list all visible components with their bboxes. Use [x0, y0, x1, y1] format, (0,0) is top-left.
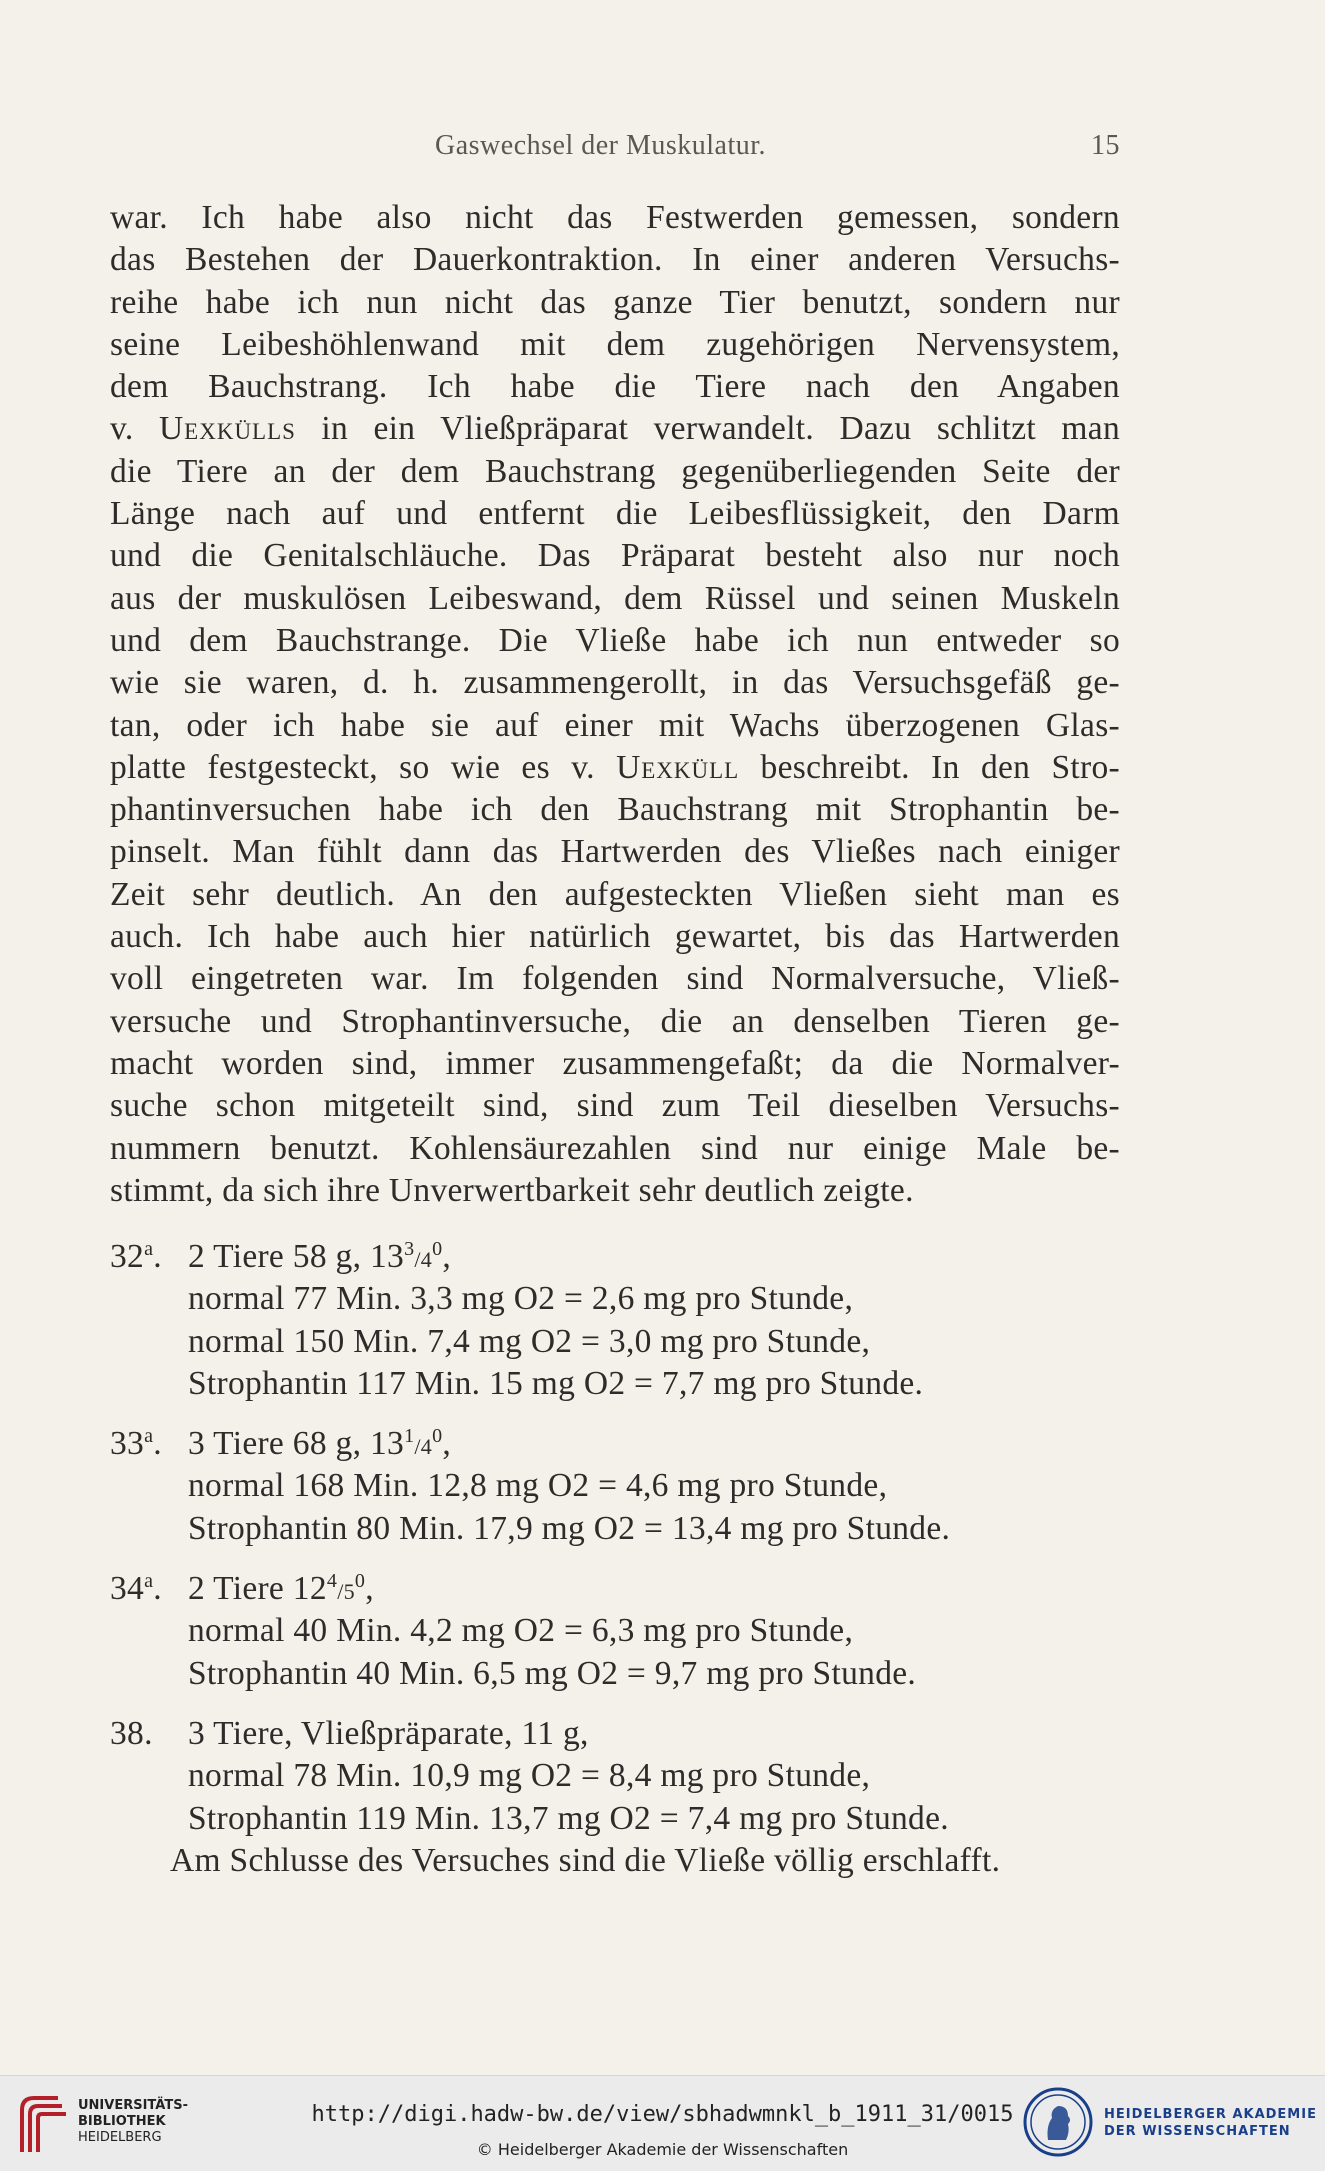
- text-line: [110, 408, 1120, 450]
- measurement-line: normal 168 Min. 12,8 mg O2 = 4,6 mg pro Stunde,: [188, 1467, 888, 1505]
- page-number: 15: [1091, 130, 1120, 161]
- text-line: [110, 282, 1120, 324]
- text-line: [110, 747, 1120, 789]
- experiment-entry: [110, 1713, 1120, 1840]
- experiment-entry: [110, 1236, 1120, 1405]
- experiment-list: [110, 1236, 1120, 1882]
- text-segment: nummern benutzt. Kohlensäurezahlen sind nur einige Male be-: [110, 1129, 1120, 1167]
- text-line: [110, 1085, 1120, 1127]
- experiment-header: 34$^a$. 2 Tiere $12^4/5^0$,: [110, 1568, 1120, 1610]
- body-paragraph: [110, 197, 1120, 1212]
- text-line: [110, 1128, 1120, 1170]
- text-segment: reihe habe ich nun nicht das ganze Tier benutzt, sondern nur: [110, 283, 1120, 321]
- experiment-number: 38.: [110, 1714, 153, 1752]
- text-segment: und die Genitalschläuche. Das Präparat besteht also nur noch: [110, 537, 1120, 575]
- text-segment: beschreibt. In den Stro-: [739, 748, 1120, 786]
- author-name: Uexküll: [616, 748, 740, 786]
- experiment-header: 32$^a$. 2 Tiere 58 g, $13^3/4^0$,: [110, 1236, 1120, 1278]
- text-segment: Zeit sehr deutlich. An den aufgesteckten Vließen sieht man es: [110, 875, 1120, 913]
- text-segment: die Tiere an der dem Bauchstrang gegenüberliegenden Seite der: [110, 452, 1120, 490]
- measurement-line: Strophantin 80 Min. 17,9 mg O2 = 13,4 mg pro Stunde.: [188, 1509, 951, 1547]
- text-segment: phantinversuchen habe ich den Bauchstrang mit Strophantin be-: [110, 791, 1120, 829]
- text-segment: das Bestehen der Dauerkontraktion. In einer anderen Versuchs-: [110, 241, 1120, 279]
- experiment-description: 3 Tiere 68 g, 13: [188, 1425, 405, 1463]
- text-segment: versuche und Strophantinversuche, die an denselben Tieren ge-: [110, 1002, 1120, 1040]
- text-line: [110, 197, 1120, 239]
- text-segment: platte festgesteckt, so wie es v.: [110, 748, 617, 786]
- text-segment: pinselt. Man fühlt dann das Hartwerden des Vließes nach einiger: [110, 833, 1120, 871]
- measurement-line: Strophantin 119 Min. 13,7 mg O2 = 7,4 mg pro Stunde.: [188, 1799, 949, 1837]
- text-segment: war. Ich habe also nicht das Festwerden gemessen, sondern: [110, 199, 1120, 236]
- experiment-description: 3 Tiere, Vließpräparate, 11 g,: [188, 1714, 589, 1752]
- text-segment: aus der muskulösen Leibeswand, dem Rüssel und seinen Muskeln: [110, 579, 1120, 617]
- text-line: [110, 239, 1120, 281]
- university-library-name: UNIVERSITÄTS- BIBLIOTHEK HEIDELBERG: [78, 2098, 188, 2145]
- text-segment: wie sie waren, d. h. zusammengerollt, in das Versuchsgefäß ge-: [110, 664, 1120, 702]
- text-line: [110, 535, 1120, 577]
- text-line: [110, 916, 1120, 958]
- text-line: [110, 831, 1120, 873]
- text-line: [110, 1170, 1120, 1212]
- running-title: Gaswechsel der Muskulatur.: [435, 130, 767, 161]
- text-segment: Länge nach auf und entfernt die Leibesflüssigkeit, den Darm: [110, 495, 1120, 533]
- text-segment: tan, oder ich habe sie auf einer mit Wachs überzogenen Glas-: [110, 706, 1120, 744]
- text-line: [110, 578, 1120, 620]
- permalink-url[interactable]: http://digi.hadw-bw.de/view/sbhadwmnkl_b_1911_31/0015: [311, 2102, 1014, 2127]
- text-line: [110, 1043, 1120, 1085]
- text-segment: dem Bauchstrang. Ich habe die Tiere nach den Angaben: [110, 368, 1120, 406]
- measurement-line: normal 150 Min. 7,4 mg O2 = 3,0 mg pro Stunde,: [188, 1322, 871, 1360]
- text-line: [110, 874, 1120, 916]
- footer-bar: [0, 2075, 1325, 2171]
- text-segment: in ein Vließpräparat verwandelt. Dazu schlitzt man: [295, 410, 1120, 448]
- measurement-line: Strophantin 117 Min. 15 mg O2 = 7,7 mg pro Stunde.: [188, 1364, 924, 1402]
- experiment-header: 33$^a$. 3 Tiere 68 g, $13^1/4^0$,: [110, 1423, 1120, 1465]
- academy-seal-icon: [1022, 2086, 1094, 2158]
- text-segment: suche schon mitgeteilt sind, sind zum Teil dieselben Versuchs-: [110, 1087, 1120, 1125]
- text-line: [110, 958, 1120, 1000]
- academy-name: HEIDELBERGER AKADEMIE DER WISSENSCHAFTEN: [1104, 2107, 1317, 2139]
- experiment-entry: [110, 1568, 1120, 1695]
- experiment-number: 33$^a$.: [110, 1425, 162, 1463]
- text-line: [110, 324, 1120, 366]
- copyright-notice: © Heidelberger Akademie der Wissenschaften: [476, 2140, 849, 2159]
- measurement-line: normal 77 Min. 3,3 mg O2 = 2,6 mg pro Stunde,: [188, 1280, 854, 1318]
- text-segment: seine Leibeshöhlenwand mit dem zugehörigen Nervensystem,: [110, 325, 1120, 363]
- text-line: [110, 662, 1120, 704]
- text-segment: und dem Bauchstrange. Die Vließe habe ich nun entweder so: [110, 621, 1120, 659]
- text-line: [110, 620, 1120, 662]
- measurement-line: Strophantin 40 Min. 6,5 mg O2 = 9,7 mg pro Stunde.: [188, 1654, 917, 1692]
- text-line: [110, 493, 1120, 535]
- experiment-number: 34$^a$.: [110, 1569, 162, 1608]
- text-line: [110, 451, 1120, 493]
- text-segment: stimmt, da sich ihre Unverwertbarkeit sehr deutlich zeigte.: [110, 1171, 914, 1209]
- text-segment: v.: [110, 410, 159, 448]
- author-name: Uexkülls: [158, 410, 296, 448]
- text-line: [110, 705, 1120, 747]
- experiment-number: 32$^a$.: [110, 1237, 162, 1275]
- measurement-line: normal 40 Min. 4,2 mg O2 = 6,3 mg pro Stunde,: [188, 1612, 854, 1650]
- experiment-description: 2 Tiere 58 g, 13: [188, 1238, 405, 1275]
- text-segment: auch. Ich habe auch hier natürlich gewartet, bis das Hartwerden: [110, 918, 1120, 956]
- concluding-remark: Am Schlusse des Versuches sind die Vließe völlig erschlafft.: [170, 1841, 1001, 1879]
- text-segment: voll eingetreten war. Im folgenden sind Normalversuche, Vließ-: [110, 960, 1120, 998]
- text-line: [110, 366, 1120, 408]
- measurement-line: normal 78 Min. 10,9 mg O2 = 8,4 mg pro Stunde,: [188, 1757, 871, 1795]
- text-line: [110, 1001, 1120, 1043]
- experiment-header: [110, 1713, 1120, 1755]
- text-segment: macht worden sind, immer zusammengefaßt; da die Normalver-: [110, 1044, 1120, 1082]
- experiment-entry: [110, 1423, 1120, 1550]
- text-line: [110, 789, 1120, 831]
- experiment-description: 2 Tiere 12: [188, 1570, 327, 1608]
